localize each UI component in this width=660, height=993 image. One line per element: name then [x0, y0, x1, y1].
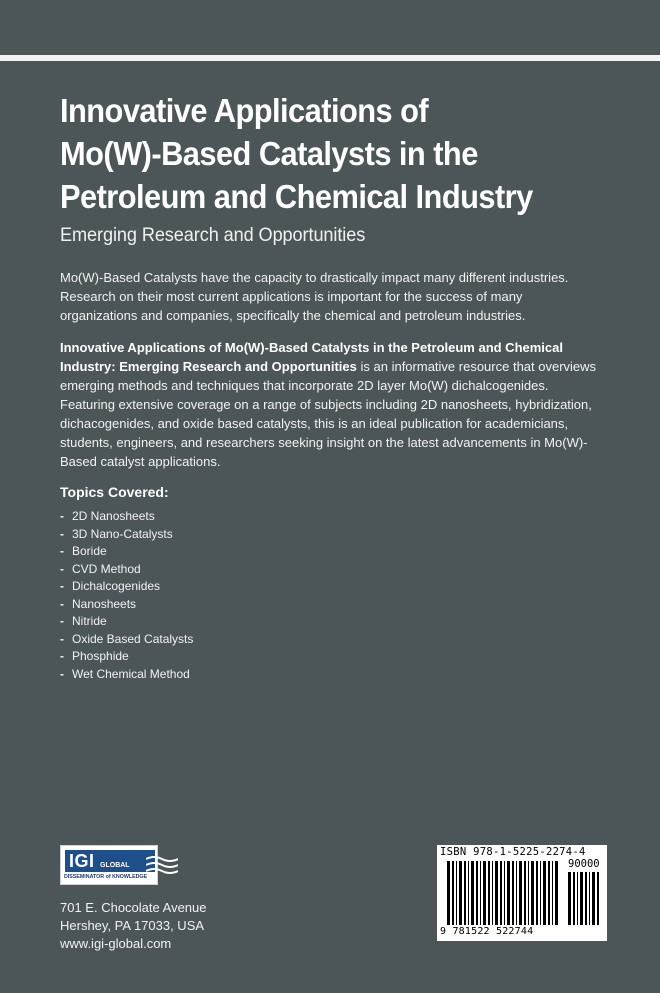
topic-label: Oxide Based Catalysts: [72, 631, 194, 646]
book-title-line-2: Mo(W)-Based Catalysts in the: [60, 136, 478, 173]
topic-label: Phosphide: [72, 649, 129, 663]
topic-bullet: -: [60, 649, 64, 663]
description-body: is an informative resource that overviews emerging methods and techniques that incorporate 2D layer Mo(W) dichalcogenides. Featuring extensive coverage on a range of subjects including 2D nanosheets, hybridization, dichacogenides, and oxide based catalysts, this is an ideal publication for academicians, students, engineers, and researchers seeking insight on the latest advancements in Mo(W)-Based catalyst applications.: [60, 359, 597, 469]
topic-label: Wet Chemical Method: [72, 666, 190, 681]
address-street: 701 E. Chocolate Avenue: [60, 900, 207, 915]
topic-label: Dichalcogenides: [72, 579, 161, 593]
topic-label: CVD Method: [72, 561, 141, 576]
price-code: 90000: [568, 858, 600, 870]
top-band: [0, 0, 660, 55]
topic-label: 3D Nano-Catalysts: [72, 526, 173, 541]
topic-label: Nanosheets: [72, 596, 137, 611]
ean-digits: 9 781522 522744: [440, 926, 534, 937]
topic-item: [60, 543, 590, 561]
topic-bullet: -: [60, 526, 64, 541]
description-bold-title: Innovative Applications of Mo(W)-Based Catalysts in the Petroleum and Chemical Industry: Emerging Research and Opportunities: [60, 340, 563, 374]
description-paragraph-1: Mo(W)-Based Catalysts have the capacity to drastically impact many different industries. Research on their most current applications is important for the success of many organizations and companies, specifically the chemical and petroleum industries.: [60, 270, 569, 323]
book-title-line-1: Innovative Applications of: [60, 93, 429, 130]
topic-bullet: -: [60, 614, 64, 628]
topic-bullet: -: [60, 631, 64, 646]
topic-item: [60, 508, 590, 526]
topic-bullet: -: [60, 666, 64, 681]
topic-item: [60, 613, 590, 631]
address-city: Hershey, PA 17033, USA: [60, 918, 205, 933]
topic-label: Nitride: [72, 614, 107, 628]
isbn-barcode: [437, 845, 607, 941]
publisher-address: [60, 899, 300, 953]
book-title: [60, 90, 603, 219]
topic-bullet: -: [60, 579, 64, 593]
topic-bullet: -: [60, 596, 64, 611]
topic-item: [60, 561, 590, 579]
topic-item: [60, 648, 590, 666]
topic-item: [60, 526, 590, 544]
topic-label: Boride: [72, 544, 107, 558]
topic-bullet: -: [60, 544, 64, 558]
logo-global-text: GLOBAL: [100, 862, 130, 869]
igi-global-logo: [60, 845, 178, 885]
topics-heading: Topics Covered:: [60, 484, 169, 500]
topic-bullet: -: [60, 509, 64, 523]
topic-item: [60, 666, 590, 684]
book-subtitle: Emerging Research and Opportunities: [60, 224, 366, 246]
topic-label: 2D Nanosheets: [72, 509, 155, 523]
logo-frame: [60, 845, 158, 885]
top-rule: [0, 55, 660, 61]
logo-wordmark: [65, 850, 155, 872]
logo-tagline: DISSEMINATOR of KNOWLEDGE: [64, 874, 148, 880]
logo-igi-text: IGI: [69, 851, 95, 871]
topic-item: [60, 631, 590, 649]
isbn-number: ISBN 978-1-5225-2274-4: [440, 846, 586, 858]
publisher-block: [60, 845, 300, 953]
topic-bullet: -: [60, 561, 64, 576]
topics-list: [60, 508, 590, 683]
description-paragraph-2: [60, 338, 600, 471]
back-cover-content: [60, 90, 597, 683]
book-title-line-3: Petroleum and Chemical Industry: [60, 179, 533, 216]
publisher-website[interactable]: www.igi-global.com: [60, 936, 172, 951]
topic-item: [60, 578, 590, 596]
topic-item: [60, 596, 590, 614]
wave-icon: [146, 855, 178, 877]
